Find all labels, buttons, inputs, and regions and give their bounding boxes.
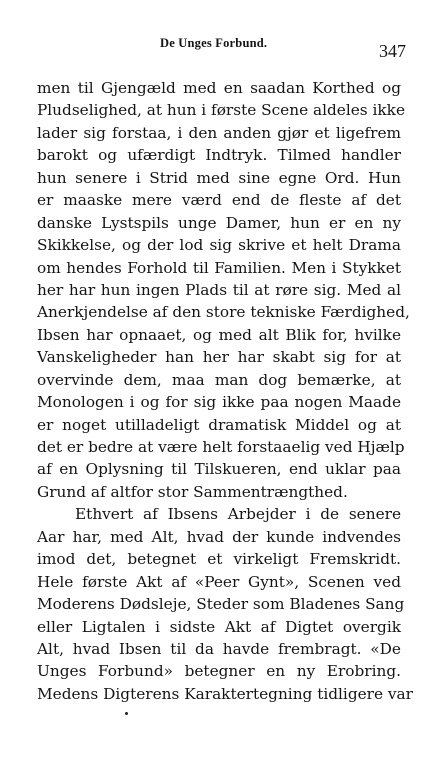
- text-line: Anerkjendelse af den store tekniske Færdighed,: [37, 303, 410, 322]
- text-line: Ethvert af Ibsens Arbejder i de senere: [75, 505, 401, 524]
- ink-speck: [125, 712, 128, 715]
- text-line: imod det, betegnet et virkeligt Fremskridt.: [37, 550, 401, 569]
- text-line: er noget utilladeligt dramatisk Middel og at: [37, 415, 401, 434]
- text-line: hun senere i Strid med sine egne Ord. Hun: [37, 168, 401, 187]
- text-line: danske Lystspils unge Damer, hun er en ny: [37, 213, 401, 232]
- text-line: Grund af altfor stor Sammentrængthed.: [37, 482, 348, 501]
- paragraph-1: [37, 77, 410, 503]
- text-line: Alt, hvad Ibsen til da havde frembragt. «De: [37, 639, 401, 658]
- text-line: Pludselighed, at hun i første Scene aldeles ikke: [37, 101, 405, 120]
- text-line: Aar har, med Alt, hvad der kunde indvendes: [37, 527, 401, 546]
- text-line: er maaske mere værd end de fleste af det: [37, 191, 401, 210]
- text-line: Ibsen har opnaaet, og med alt Blik for, hvilke: [37, 325, 401, 344]
- text-line: det er bedre at være helt forstaaelig ved Hjælp: [37, 438, 405, 456]
- text-line: lader sig forstaa, i den anden gjør et ligefrem: [37, 123, 401, 142]
- running-head: De Unges Forbund.: [160, 36, 268, 50]
- text-line: om hendes Forhold til Familien. Men i Stykket: [37, 258, 401, 277]
- text-line: barokt og ufærdigt Indtryk. Tilmed handler: [37, 146, 401, 165]
- text-line: af en Oplysning til Tilskueren, end uklar paa: [37, 460, 401, 479]
- text-line: Medens Digterens Karaktertegning tidligere var: [37, 684, 413, 703]
- paragraph-2: [37, 503, 413, 705]
- text-line: Vanskeligheder han her har skabt sig for at: [37, 348, 401, 367]
- text-line: men til Gjengæld med en saadan Korthed og: [37, 79, 401, 97]
- text-line: Monologen i og for sig ikke paa nogen Maade: [37, 393, 401, 412]
- text-line: Hele første Akt af «Peer Gynt», Scenen ved: [37, 572, 401, 591]
- page-number: 347: [379, 41, 406, 61]
- text-line: overvinde dem, maa man dog bemærke, at: [37, 370, 401, 389]
- text-line: eller Ligtalen i sidste Akt af Digtet overgik: [37, 617, 401, 636]
- text-line: Moderens Dødsleje, Steder som Bladenes Sang: [37, 595, 405, 614]
- body-text: [37, 77, 413, 705]
- text-line: her har hun ingen Plads til at røre sig. Med al: [37, 280, 401, 299]
- text-line: Unges Forbund» betegner en ny Erobring.: [37, 662, 401, 681]
- text-line: Skikkelse, og der lod sig skrive et helt Drama: [37, 236, 401, 255]
